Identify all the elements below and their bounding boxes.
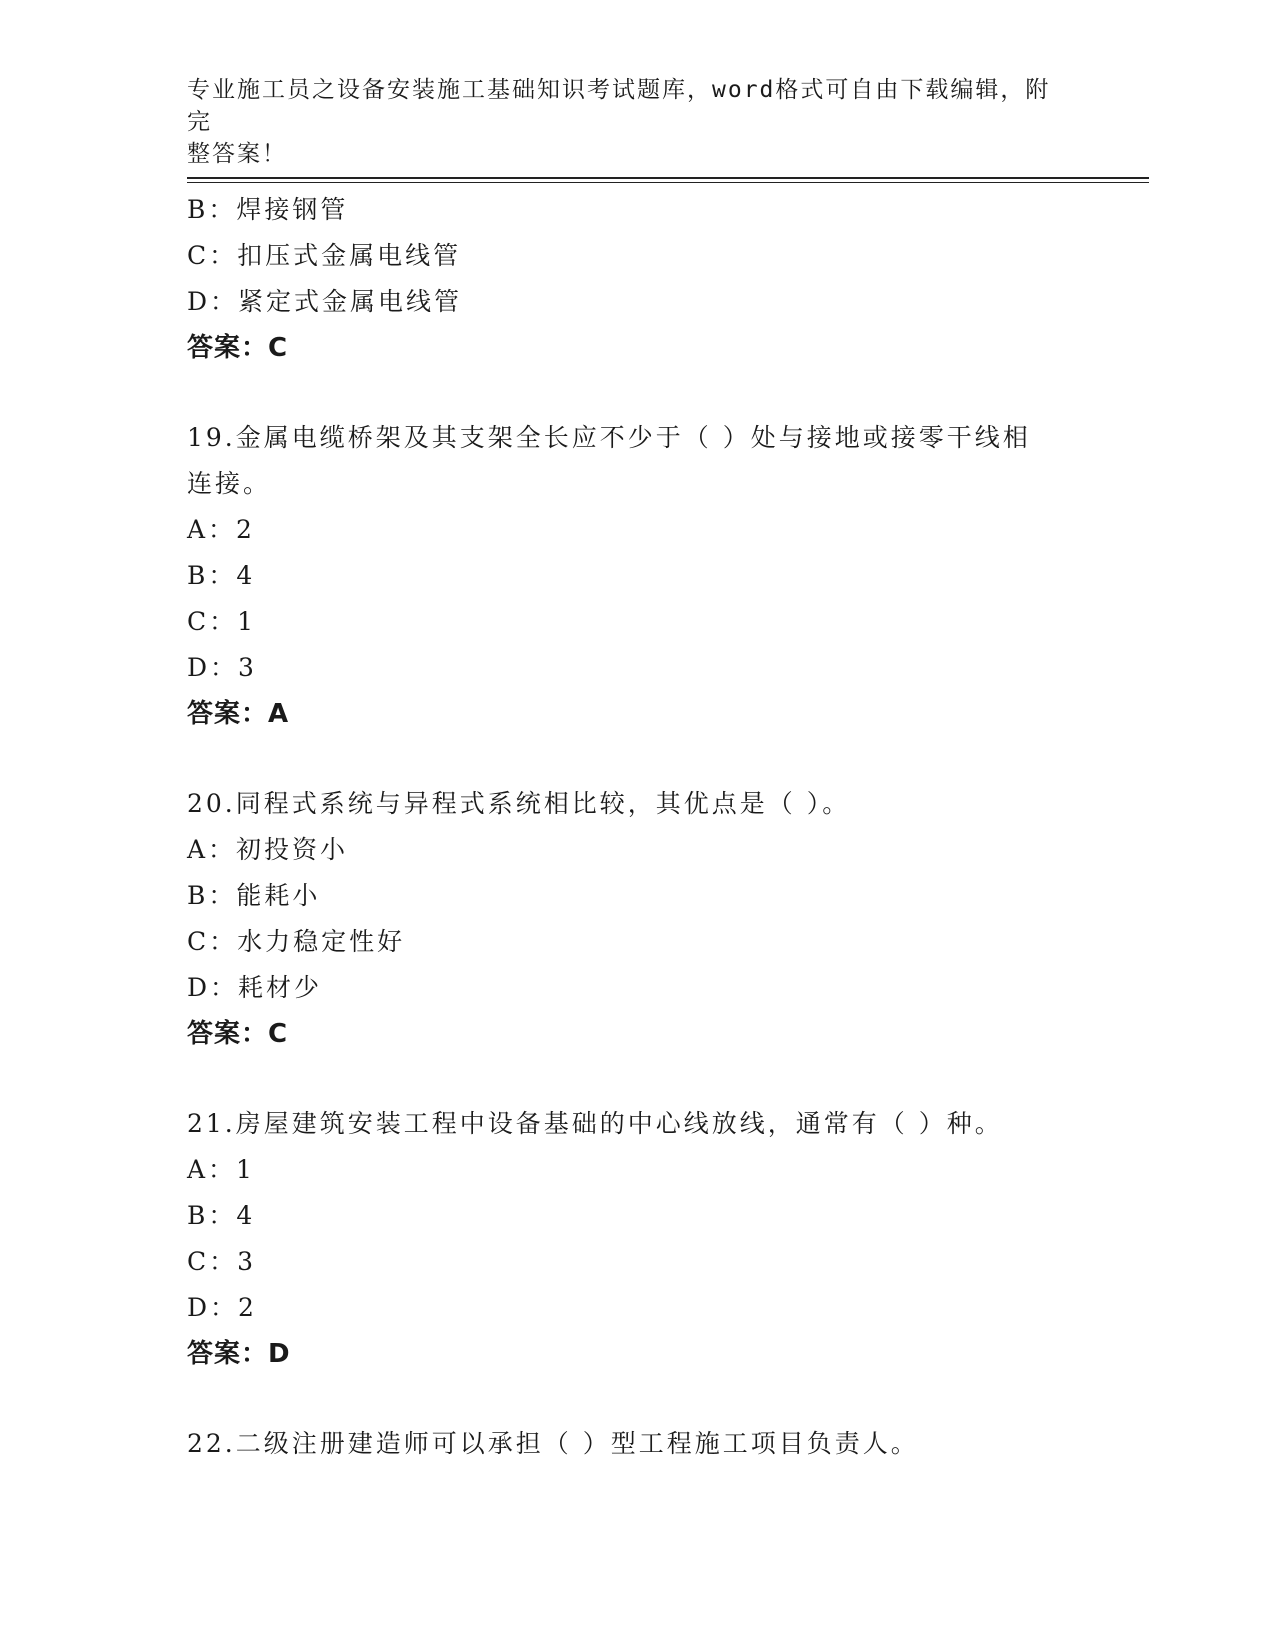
- option-a: A：初投资小: [187, 835, 349, 864]
- option-c: C：1: [187, 607, 257, 636]
- header-line-2: 整答案！: [187, 141, 287, 167]
- option-c: C：3: [187, 1247, 257, 1276]
- document-header: [187, 74, 1067, 170]
- option-a: A：1: [187, 1155, 255, 1184]
- question-22-stem: 22.二级注册建造师可以承担（ ）型工程施工项目负责人。: [187, 1429, 919, 1458]
- question-22: [187, 1421, 1087, 1467]
- question-21: [187, 1101, 1087, 1377]
- header-rule-thin: [187, 182, 1149, 183]
- question-21-stem: 21.房屋建筑安装工程中设备基础的中心线放线，通常有（ ）种。: [187, 1109, 1003, 1138]
- option-c: C：水力稳定性好: [187, 927, 406, 956]
- question-20-stem: 20.同程式系统与异程式系统相比较，其优点是（ ）。: [187, 789, 851, 818]
- option-b: B：4: [187, 561, 256, 590]
- question-18-tail: [187, 187, 1087, 371]
- document-body: [187, 187, 1087, 1467]
- question-19-stem-1: 19.金属电缆桥架及其支架全长应不少于（ ）处与接地或接零干线相: [187, 423, 1031, 452]
- question-20: [187, 781, 1087, 1057]
- option-b: B：焊接钢管: [187, 195, 349, 224]
- option-d: D：耗材少: [187, 973, 323, 1002]
- option-d: D：3: [187, 653, 257, 682]
- option-d: D：紧定式金属电线管: [187, 287, 463, 316]
- answer-line: 答案：C: [187, 333, 289, 363]
- option-b: B：4: [187, 1201, 256, 1230]
- option-c: C：扣压式金属电线管: [187, 241, 462, 270]
- question-19: [187, 415, 1087, 737]
- answer-line: 答案：D: [187, 1339, 291, 1369]
- question-19-stem-2: 连接。: [187, 469, 272, 498]
- header-rule-thick: [187, 177, 1149, 179]
- header-line-1: 专业施工员之设备安装施工基础知识考试题库，word格式可自由下载编辑，附完: [187, 77, 1051, 135]
- option-d: D：2: [187, 1293, 257, 1322]
- answer-line: 答案：A: [187, 699, 290, 729]
- option-a: A：2: [187, 515, 255, 544]
- answer-line: 答案：C: [187, 1019, 289, 1049]
- option-b: B：能耗小: [187, 881, 321, 910]
